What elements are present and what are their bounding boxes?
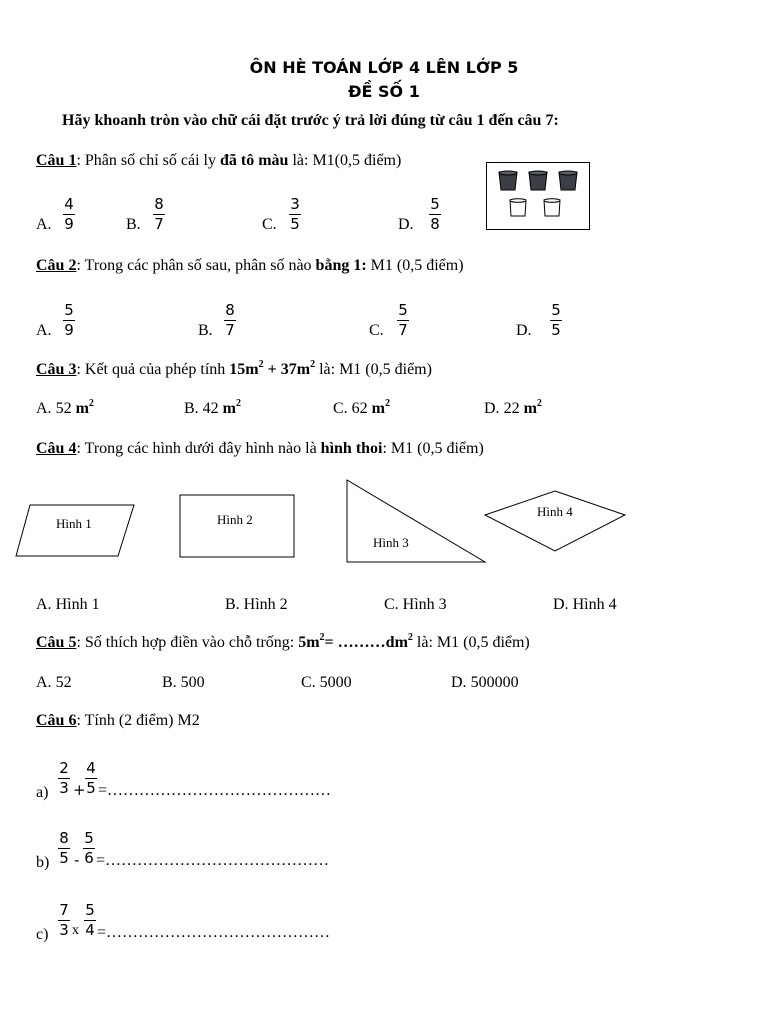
q1-option-b-fraction: 8 7 <box>154 195 164 233</box>
q6-part-a-fraction-2: 4 5 <box>86 759 96 797</box>
question-1-label: Câu 1 <box>36 152 77 169</box>
question-6-label: Câu 6 <box>36 712 77 729</box>
question-1 <box>36 152 401 170</box>
q4-option-b[interactable]: B. Hình 2 <box>225 596 288 613</box>
q6-part-a-label: a) <box>36 784 49 801</box>
q6-part-a-fraction-1: 2 3 <box>59 759 69 797</box>
question-5-expression: $5m^2=$ $\dots\dots\dots dm^2$ <box>298 631 413 651</box>
q1-option-d-letter[interactable]: D. <box>398 216 414 233</box>
question-4-keyword: hình thoi <box>320 440 383 457</box>
question-4 <box>36 440 484 458</box>
question-3-label: Câu 3 <box>36 361 77 378</box>
question-2-keyword: bằng 1: <box>315 257 367 274</box>
question-3-score: là: M1 (0,5 điểm) <box>315 361 432 378</box>
q1-option-a-fraction: 4 9 <box>64 195 74 233</box>
rhombus-shape <box>485 491 625 551</box>
triangle-shape <box>347 480 485 562</box>
question-1-keyword: đã tô màu <box>220 152 289 169</box>
q2-option-d-letter[interactable]: D. <box>516 322 532 339</box>
q1-option-b-letter[interactable]: B. <box>126 216 141 233</box>
question-4-label: Câu 4 <box>36 440 77 457</box>
shapes-figure <box>14 476 634 566</box>
question-3-expression: $15m^2 + 37m^2$ <box>229 358 316 378</box>
q5-option-b[interactable]: B. 500 <box>162 674 205 691</box>
instruction: Hãy khoanh tròn vào chữ cái đặt trước ý trả lời đúng từ câu 1 đến câu 7: <box>62 112 559 129</box>
q4-option-a[interactable]: A. Hình 1 <box>36 596 100 613</box>
q3-option-b[interactable]: B. 42 $m^2$ <box>184 397 241 417</box>
q3-option-c[interactable]: C. 62 $m^2$ <box>333 397 390 417</box>
q3-option-a[interactable]: A. 52 $m^2$ <box>36 397 94 417</box>
q2-option-d-fraction: 5 5 <box>551 301 561 339</box>
q2-option-b-letter[interactable]: B. <box>198 322 213 339</box>
cups-image <box>486 162 590 230</box>
question-6 <box>36 712 200 730</box>
shape-label-1: Hình 1 <box>56 516 92 531</box>
shape-label-4: Hình 4 <box>537 504 573 519</box>
q1-option-c-letter[interactable]: C. <box>262 216 277 233</box>
question-1-score: là: M1(0,5 điểm) <box>288 152 402 169</box>
q6-part-c-operator: x <box>72 923 79 938</box>
q6-part-c-fraction-2: 5 4 <box>85 901 95 939</box>
page-subtitle: ĐỀ SỐ 1 <box>348 82 420 101</box>
q3-option-d[interactable]: D. 22 $m^2$ <box>484 397 542 417</box>
q6-part-b-label: b) <box>36 854 50 871</box>
question-5-score: là: M1 (0,5 điểm) <box>412 634 530 651</box>
q4-option-d[interactable]: D. Hình 4 <box>553 596 617 613</box>
q6-part-c-label: c) <box>36 926 49 943</box>
question-6-text: : Tính (2 điểm) M2 <box>76 712 200 729</box>
q1-option-a-letter[interactable]: A. <box>36 216 52 233</box>
shape-label-2: Hình 2 <box>217 512 253 527</box>
q6-part-a-operator: + <box>73 781 86 799</box>
q6-part-a-answer-blank[interactable]: =…………………………………… <box>98 782 332 799</box>
q6-part-b-operator: - <box>74 851 80 869</box>
question-2 <box>36 257 464 275</box>
q6-part-c-answer-blank[interactable]: =…………………………………… <box>97 924 331 941</box>
question-5-text: : Số thích hợp điền vào chỗ trống: <box>76 634 299 651</box>
q5-option-d[interactable]: D. 500000 <box>451 674 519 691</box>
q2-option-c-letter[interactable]: C. <box>369 322 384 339</box>
question-4-text: : Trong các hình dưới đây hình nào là <box>76 440 321 457</box>
q2-option-c-fraction: 5 7 <box>398 301 408 339</box>
q6-part-b-fraction-2: 5 6 <box>84 829 94 867</box>
question-3 <box>36 358 432 379</box>
q6-part-b-answer-blank[interactable]: =…………………………………… <box>96 852 330 869</box>
question-1-text: : Phân số chỉ số cái ly <box>76 152 220 169</box>
q2-option-a-letter[interactable]: A. <box>36 322 52 339</box>
q5-option-a[interactable]: A. 52 <box>36 674 72 691</box>
q1-option-c-fraction: 3 5 <box>290 195 300 233</box>
question-2-score: M1 (0,5 điểm) <box>366 257 464 274</box>
question-5-label: Câu 5 <box>36 634 77 651</box>
q6-part-c-fraction-1: 7 3 <box>59 901 69 939</box>
q1-option-d-fraction: 5 8 <box>430 195 440 233</box>
question-5 <box>36 631 530 652</box>
shape-label-3: Hình 3 <box>373 535 409 550</box>
question-2-text: : Trong các phân số sau, phân số nào <box>76 257 316 274</box>
q4-option-c[interactable]: C. Hình 3 <box>384 596 447 613</box>
question-3-text: : Kết quả của phép tính <box>76 361 230 378</box>
q2-option-a-fraction: 5 9 <box>64 301 74 339</box>
q6-part-b-fraction-1: 8 5 <box>59 829 69 867</box>
q2-option-b-fraction: 8 7 <box>225 301 235 339</box>
q5-option-c[interactable]: C. 5000 <box>301 674 352 691</box>
question-2-label: Câu 2 <box>36 257 77 274</box>
question-4-score: : M1 (0,5 điểm) <box>382 440 484 457</box>
page-title: ÔN HÈ TOÁN LỚP 4 LÊN LỚP 5 <box>249 58 519 77</box>
